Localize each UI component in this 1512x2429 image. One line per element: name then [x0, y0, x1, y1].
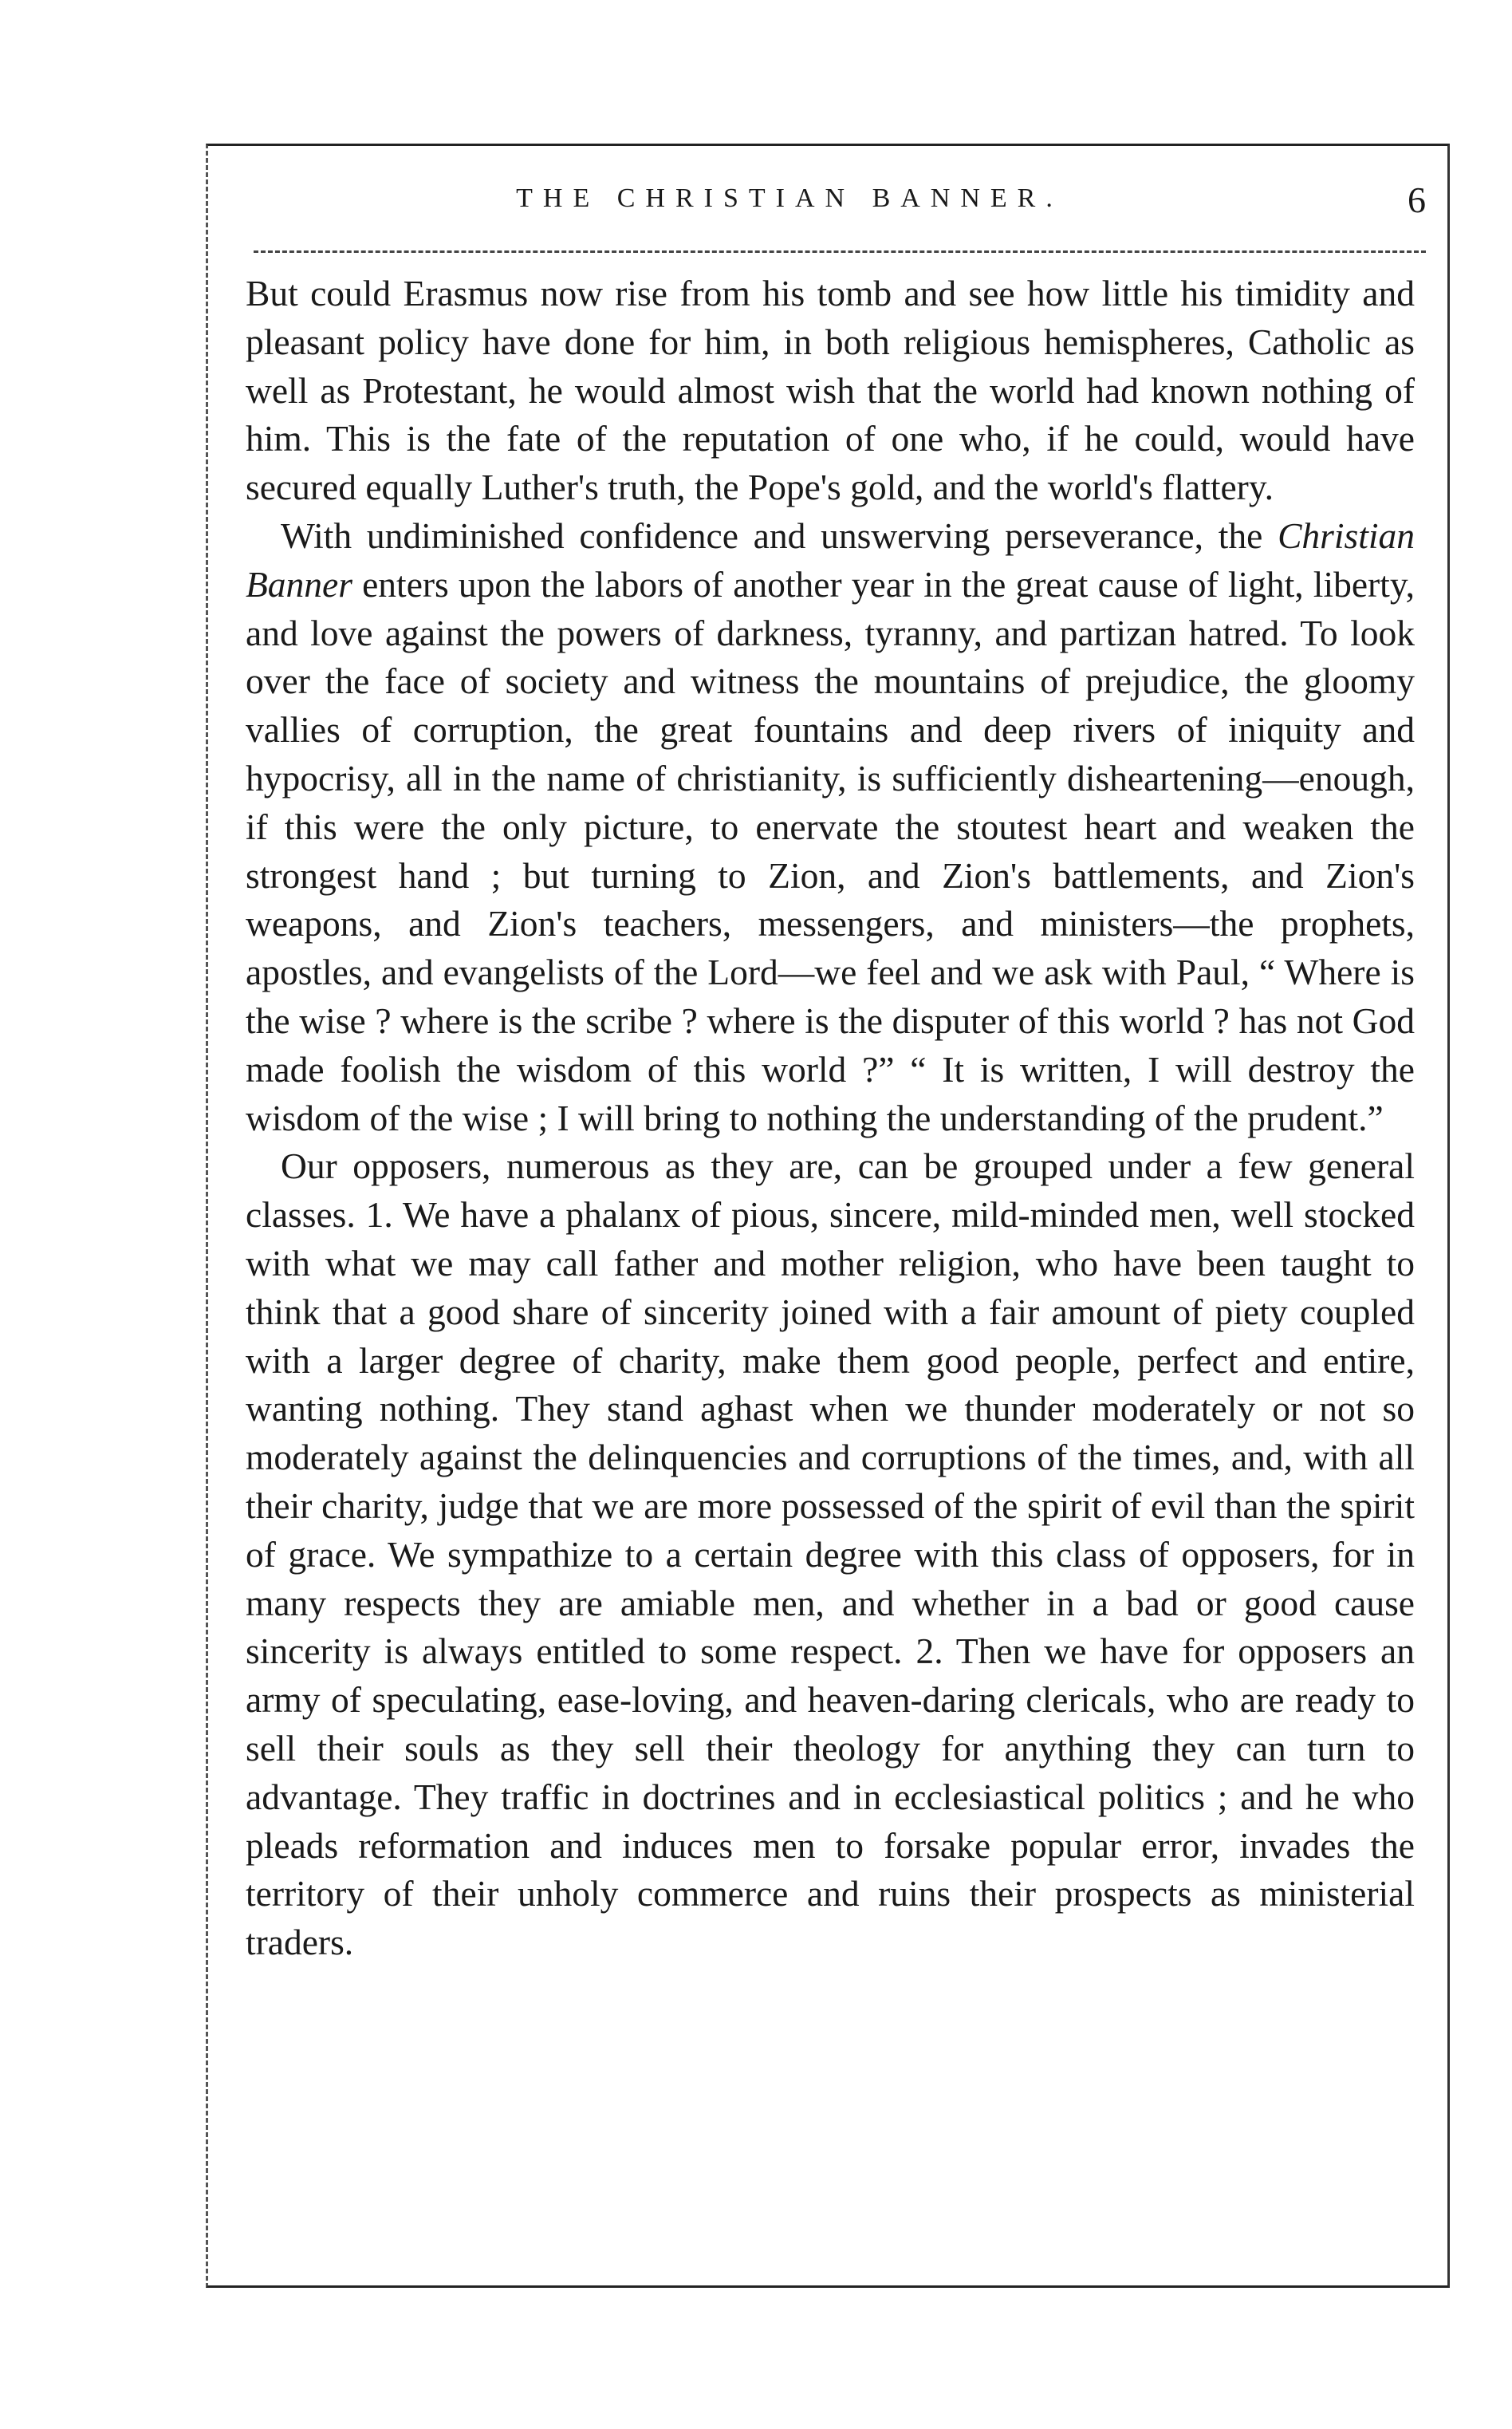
paragraph-banner — [246, 512, 1415, 1142]
running-title: THE CHRISTIAN BANNER. — [516, 183, 1063, 213]
paragraph-opposers: Our opposers, numerous as they are, can be grouped under a few general classes. 1. We have a phalanx of pious, sincere, mild-minded men, well stocked with what we may call father and mother religion, who have been taught to think that a good share of sincerity joined with a fair amount of piety coupled with a larger degree of charity, make them good people, perfect and entire, wanting nothing. They stand aghast when we thunder moderately or not so moderately against the delinquencies and corruptions of the times, and, with all their charity, judge that we are more possessed of the spirit of evil than the spirit of grace. We sympathize to a certain degree with this class of opposers, for in many respects they are amiable men, and whether in a bad or good cause sincerity is always entitled to some respect. 2. Then we have for opposers an army of speculating, ease-loving, and heaven-daring clericals, who are ready to sell their souls as they sell their theology for anything they can turn to advantage. They traffic in doctrines and in ecclesiastical politics ; and he who pleads reformation and induces men to forsake popular error, invades the territory of their unholy commerce and ruins their prospects as ministerial traders. — [246, 1145, 1415, 1963]
publication-title: Christian Banner — [246, 515, 1415, 605]
paragraph-erasmus: But could Erasmus now rise from his tomb and see how little his timidity and pleasant policy have done for him, in both religious hemispheres, Catholic as well as Protestant, he would almost wish that the world had known nothing of him. This is the fate of the reputation of one who, if he could, would have secured equally Luther's truth, the Pope's gold, and the world's flattery. — [246, 273, 1415, 508]
paragraph-banner-rest: enters upon the labors of another year in the great cause of light, liberty, and love against the powers of darkness, tyranny, and partizan hatred. To look over the face of society and witness the mountains of prejudice, the gloomy vallies of corruption, the great fountains and deep rivers of iniquity and hypocrisy, all in the name of christianity, is sufficiently disheartening—enough, if this were the only picture, to enervate the stoutest heart and weaken the strongest hand ; but turning to Zion, and Zion's battlements, and Zion's weapons, and Zion's teachers, messengers, and ministers—the prophets, apostles, and evangelists of the Lord—we feel and we ask with Paul, “ Where is the wise ? where is the scribe ? where is the disputer of this world ? has not God made foolish the wisdom of this world ?” “ It is written, I will destroy the wisdom of the wise ; I will bring to nothing the understanding of the prudent.” — [246, 563, 1415, 1138]
page-number: 6 — [1408, 179, 1426, 220]
header-rule — [254, 250, 1426, 253]
article-body — [246, 270, 1415, 1967]
paragraph-banner-lead: With undiminished confidence and unswerving perseverance, the — [281, 515, 1263, 556]
